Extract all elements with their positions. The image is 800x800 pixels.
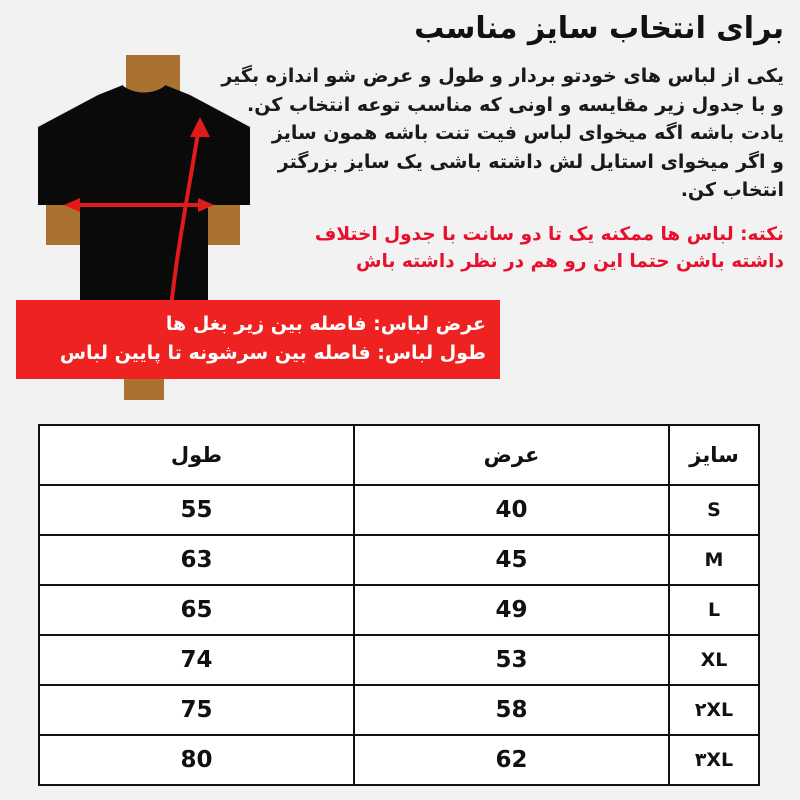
table-header-row — [39, 425, 759, 485]
table-row — [39, 685, 759, 735]
header-width: عرض — [354, 425, 669, 485]
cell-width: 49 — [354, 585, 669, 635]
note-line-1: نکته: لباس ها ممکنه یک تا دو سانت با جدول اختلاف — [314, 224, 784, 245]
definition-length-line: طول لباس: فاصله بین سرشونه تا پایین لباس — [59, 341, 486, 364]
table-row — [39, 635, 759, 685]
instruction-line-3: یادت باشه اگه میخوای لباس فیت تنت باشه همون سایز — [271, 122, 784, 144]
table-row — [39, 535, 759, 585]
cell-width: 62 — [354, 735, 669, 785]
size-table-wrapper — [40, 424, 760, 786]
instruction-line-4: و اگر میخوای استایل لش داشته باشی یک سایز بزرگتر — [277, 150, 784, 173]
definition-box — [16, 300, 500, 379]
cell-length: 63 — [39, 535, 354, 585]
cell-width: 58 — [354, 685, 669, 735]
table-row — [39, 485, 759, 535]
page-title: برای انتخاب سایز مناسب — [414, 11, 784, 46]
cell-width: 45 — [354, 535, 669, 585]
note-line-2: داشته باشن حتما این رو هم در نظر داشته باش — [356, 250, 784, 272]
cell-size: L — [669, 585, 759, 635]
size-table-body — [39, 485, 759, 785]
instructions-text — [221, 62, 784, 205]
cell-length: 80 — [39, 735, 354, 785]
definition-width-line: عرض لباس: فاصله بین زیر بغل ها — [165, 313, 486, 335]
table-row — [39, 735, 759, 785]
table-row — [39, 585, 759, 635]
cell-length: 55 — [39, 485, 354, 535]
cell-length: 75 — [39, 685, 354, 735]
cell-length: 65 — [39, 585, 354, 635]
note-text — [236, 222, 784, 276]
cell-size: ۳XL — [669, 735, 759, 785]
cell-size: S — [669, 485, 759, 535]
instruction-line-2: و با جدول زیر مقایسه و اونی که مناسب توعه انتخاب کن. — [246, 93, 784, 116]
cell-length: 74 — [39, 635, 354, 685]
size-table — [38, 424, 760, 786]
cell-width: 53 — [354, 635, 669, 685]
cell-size: M — [669, 535, 759, 585]
size-table-head — [39, 425, 759, 485]
cell-width: 40 — [354, 485, 669, 535]
cell-size: XL — [669, 635, 759, 685]
cell-size: ۲XL — [669, 685, 759, 735]
instruction-line-5: انتخاب کن. — [680, 179, 784, 201]
header-size: سایز — [669, 425, 759, 485]
instruction-line-1: یکی از لباس های خودتو بردار و طول و عرض شو اندازه بگیر — [221, 65, 784, 87]
header-length: طول — [39, 425, 354, 485]
